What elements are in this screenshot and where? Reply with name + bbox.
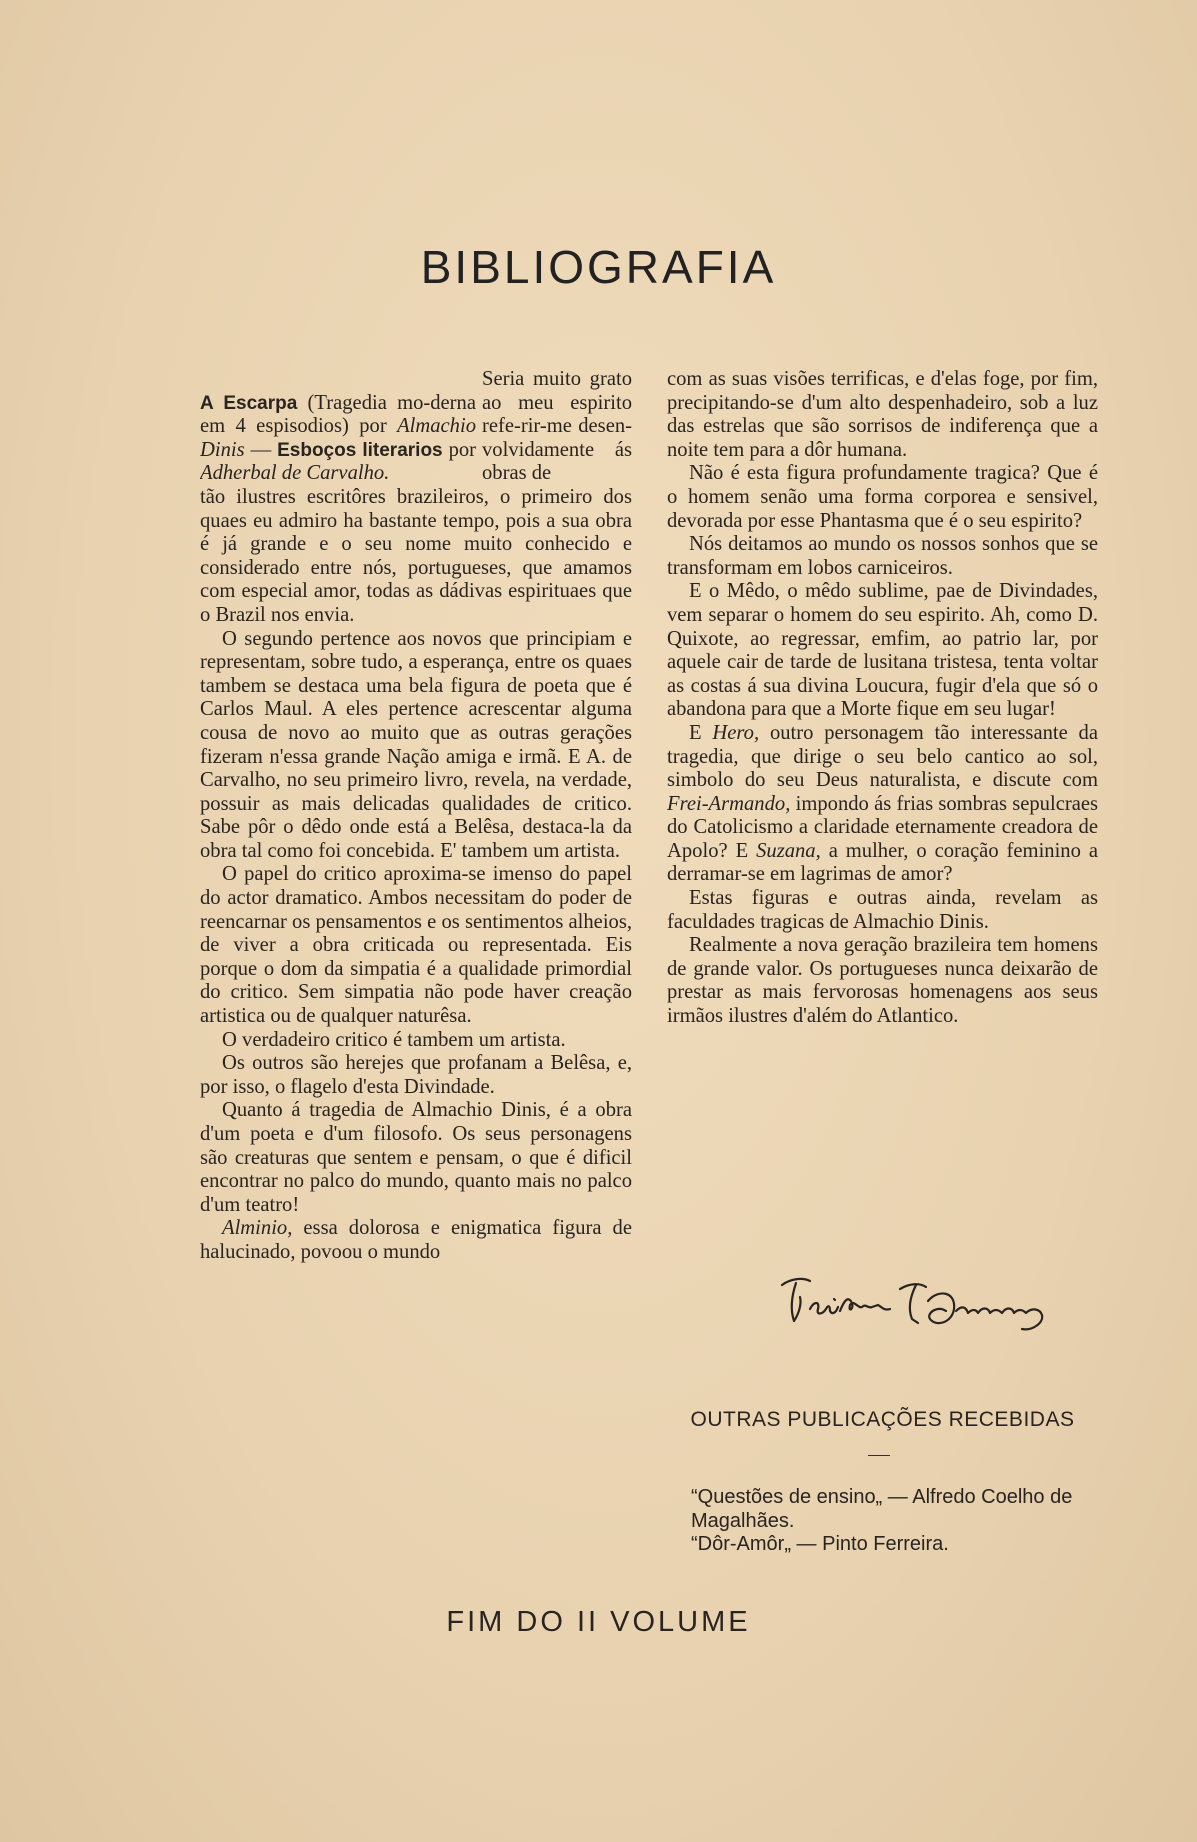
right-paragraph-7: Realmente a nova geração brazileira tem homens de grande valor. Os portugueses nunca deixarão de prestar as mais fervorosas homenagens aos seus irmãos ilustres d'além do Atlantico.: [667, 934, 1098, 1028]
right-paragraph-4: E o Mêdo, o mêdo sublime, pae de Divindades, vem separar o homem do seu espirito. Ah, como D. Quixote, ao regressar, emfim, ao patrio lar, por aquele cair de tarde de lusitana tristesa, tenta voltar as costas á sua divina Loucura, fugir d'ela que só o abandona para que a Morte fique em seu lugar!: [667, 580, 1098, 721]
separator-dash: [868, 1455, 890, 1456]
right-column: [667, 368, 1098, 1029]
frei-armando-name: Frei-Armando,: [667, 792, 791, 815]
author-signature: [770, 1265, 1090, 1345]
r5-part-b: outro personagem tão interessante da tragedia, que dirige o seu belo cantico ao sol, simbolo do seu Deus naturalista, e discute com: [667, 721, 1098, 792]
intro-float-sentence: Seria muito grato ao meu espirito refe-rir-me desen-volvidamente ás obras de: [482, 368, 632, 485]
paragraph-6: Quanto á tragedia de Almachio Dinis, é a obra d'um poeta e d'um filosofo. Os seus personagens são creaturas que sentem e pensam, o que é dificil encontrar no palco do mundo, quanto mais no palco d'um teatro!: [200, 1099, 632, 1216]
right-paragraph-5: [667, 722, 1098, 887]
right-paragraph-6: Estas figuras e outras ainda, revelam as faculdades tragicas de Almachio Dinis.: [667, 887, 1098, 933]
book1-by: por: [359, 415, 387, 438]
alminio-name: Alminio,: [222, 1217, 293, 1240]
right-paragraph-1: com as suas visões terrificas, e d'elas foge, por fim, precipitando-se d'um alto despenhadeiro, sob a luz das estrelas que são sorrisos de indiferença que a noite tem para a dôr humana.: [667, 368, 1098, 461]
left-column: [200, 368, 632, 1265]
publication-item: “Dôr-Amôr„ — Pinto Ferreira.: [691, 1533, 949, 1555]
book2-by: por: [448, 438, 477, 461]
book2-title: Esboços literarios: [277, 439, 443, 461]
review-header: [200, 368, 632, 486]
paragraph-7: [200, 1217, 632, 1264]
book1-author: Almachio Dinis: [200, 415, 476, 461]
suzana-name: Suzana,: [756, 839, 821, 862]
paragraph-2: O segundo pertence aos novos que principiam e representam, sobre tudo, a esperança, entre os quaes tambem se destaca uma bela figura de poeta que é Carlos Maul. A eles pertence acrescentar alguma cousa de novo ao muito que as outras gerações fizeram n'essa grande Nação amiga e irmã. E A. de Carvalho, no seu primeiro livro, revela, na verdade, possuir as mais delicadas qualidades de critico. Sabe pôr o dêdo onde está a Belêsa, destaca-la da obra tal como foi concebida. E' tambem um artista.: [200, 627, 632, 862]
book2-author: Adherbal de Carvalho.: [200, 462, 390, 485]
paragraph-4: O verdadeiro critico é tambem um artista.: [222, 1028, 566, 1051]
book1-dash: —: [250, 438, 272, 461]
volume-end-footer: FIM DO II VOLUME: [446, 1606, 751, 1638]
book1-description: (Tragedia mo-derna em 4 espisodios): [200, 391, 476, 438]
r5-part-a: E: [689, 721, 713, 744]
hero-name: Hero,: [712, 721, 760, 744]
r5-part-d: a mulher, o coração feminino a derramar-se em lagrimas de amor?: [667, 839, 1098, 886]
page-title: BIBLIOGRAFIA: [420, 241, 777, 293]
right-paragraph-3: Nós deitamos ao mundo os nossos sonhos que se transformam em lobos carniceiros.: [667, 533, 1098, 579]
paragraph-3: O papel do critico aproxima-se imenso do papel do actor dramatico. Ambos necessitam do poder de reencarnar os pensamentos e os sentimentos alheios, de viver a obra criticada ou representada. Eis porque o dom da simpatia é a qualidade primordial do critico. Sem simpatia não pode haver creação artistica ou de qualquer naturêsa.: [200, 863, 632, 1028]
book1-title: A Escarpa: [200, 392, 298, 414]
intro-float-text: [482, 368, 632, 486]
paragraph-5: Os outros são herejes que profanam a Belêsa, e, por isso, o flagelo d'esta Divindade.: [200, 1052, 632, 1098]
other-publications-heading: OUTRAS PUBLICAÇÕES RECEBIDAS: [690, 1408, 1075, 1431]
publications-list: [667, 1486, 1107, 1557]
paragraph-7-text: essa dolorosa e enigmatica figura de halucinado, povoou o mundo: [200, 1217, 632, 1263]
r5-part-c: impondo ás frias sombras sepulcraes do Catolicismo a claridade eternamente creadora de Apolo? E: [667, 792, 1098, 862]
paragraph-1-continuation: tão ilustres escritôres brazileiros, o primeiro dos quaes eu admiro ha bastante tempo, pois a sua obra é já grande e o seu nome muito conhecido e considerado entre nós, portugueses, que amamos com especial amor, todas as dádivas espirituaes que o Brazil nos envia.: [200, 485, 632, 626]
right-paragraph-2: Não é esta figura profundamente tragica? Que é o homem senão uma forma corporea e sensivel, devorada por esse Phantasma que é o seu espirito?: [667, 462, 1098, 532]
publication-item: “Questões de ensino„ — Alfredo Coelho de Magalhães.: [691, 1486, 1073, 1532]
